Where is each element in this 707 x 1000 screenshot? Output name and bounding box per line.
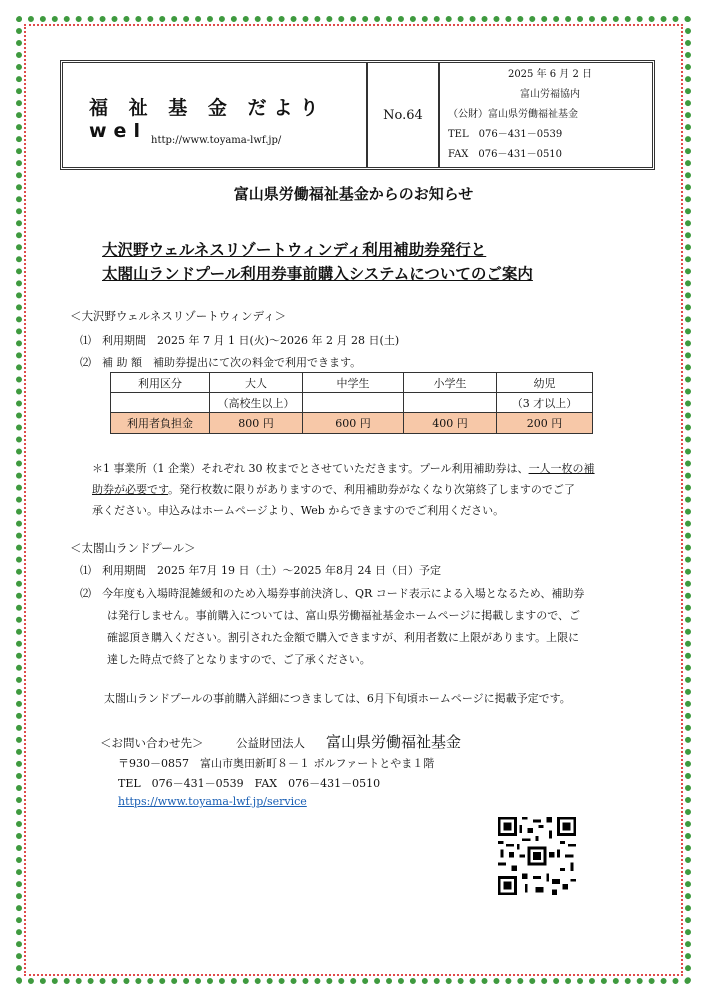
table-cell — [404, 393, 497, 413]
main-title-line1: 大沢野ウェルネスリゾートウィンディ利用補助券発行と — [102, 240, 487, 259]
table-cell: 大人 — [210, 373, 303, 393]
table-cell: 幼児 — [497, 373, 593, 393]
windy-amount: ⑵ 補 助 額 補助券提出にて次の料金で利用できます。 — [80, 356, 362, 369]
table-header-row — [111, 373, 593, 393]
table-header-row — [111, 393, 593, 413]
table-cell — [111, 393, 210, 413]
note-text: ＊1 事業所（1 企業）それぞれ 30 枚までとさせていただきます。プール利用補助券は、 — [92, 462, 529, 475]
windy-heading: ＜大沢野ウェルネスリゾートウィンディ＞ — [70, 309, 287, 323]
masthead-info — [440, 63, 652, 167]
table-cell: 利用区分 — [111, 373, 210, 393]
newsletter-url[interactable]: http://www.toyama-lwf.jp/ — [151, 135, 282, 146]
note-text: 。発行枚数に限りがありますので、利用補助券がなくなり次第終了しますのでご了 — [168, 483, 575, 496]
qr-code-icon[interactable] — [498, 817, 576, 895]
masthead — [60, 60, 655, 170]
issue-date: 2025 年 6 月 2 日 — [507, 69, 593, 80]
table-cell: （高校生以上） — [210, 393, 303, 413]
taikoyama-item2-line1: ⑵ 今年度も入場時混雑緩和のため入場券事前決済し、QR コード表示による入場となるため、補助券 — [80, 587, 585, 600]
issue-number: No.64 — [368, 63, 440, 167]
table-cell: 800 円 — [210, 413, 303, 434]
office-name: 富山労福協内 — [520, 89, 580, 100]
publisher-org: （公財）富山県労働福祉基金 — [448, 109, 578, 120]
newsletter-title: 福 祉 基 金 だよりwel — [89, 97, 326, 142]
taikoyama-period: ⑴ 利用期間 2025 年7月 19 日（土）～2025 年8月 24 日（日）予定 — [80, 564, 441, 577]
contact-phone: TEL 076－431－0539 FAX 076－431－0510 — [118, 777, 381, 790]
taikoyama-item2-line3: 確認頂き購入ください。割引された金額で購入できますが、利用者数に上限があります。上限に — [107, 631, 580, 644]
taikoyama-detail: 太閤山ランドプールの事前購入詳細につきましては、6月下旬頃ホームページに掲載予定です。 — [104, 692, 571, 705]
masthead-title-cell — [63, 63, 368, 167]
contact-org-type: 公益財団法人 — [236, 736, 305, 750]
table-cell: （3 才以上） — [497, 393, 593, 413]
table-cell: 利用者負担金 — [111, 413, 210, 434]
windy-note-line2 — [92, 481, 575, 497]
taikoyama-item2-line4: 達した時点で終了となりますので、ご了承ください。 — [107, 653, 371, 666]
note-underlined: 一人一枚の補 — [528, 462, 595, 475]
windy-note-line3: 承ください。申込みはホームページより、Web からできますのでご利用ください。 — [92, 504, 505, 517]
table-cell: 中学生 — [303, 373, 404, 393]
table-cell: 400 円 — [404, 413, 497, 434]
table-cell: 200 円 — [497, 413, 593, 434]
taikoyama-heading: ＜太閤山ランドプール＞ — [70, 541, 196, 555]
table-cell: 600 円 — [303, 413, 404, 434]
table-cell: 小学生 — [404, 373, 497, 393]
fee-table — [110, 372, 593, 434]
main-title-line2: 太閤山ランドプール利用券事前購入システムについてのご案内 — [102, 264, 533, 283]
notice-heading: 富山県労働福祉基金からのお知らせ — [233, 185, 474, 203]
windy-period: ⑴ 利用期間 2025 年 7 月 1 日(火)～2026 年 2 月 28 日(土) — [80, 334, 400, 347]
contact-url-link[interactable]: https://www.toyama-lwf.jp/service — [118, 795, 307, 808]
contact-label: ＜お問い合わせ先＞ — [100, 736, 204, 750]
publisher-tel: TEL 076－431－0539 — [448, 129, 563, 140]
table-row — [111, 413, 593, 434]
table-cell — [303, 393, 404, 413]
contact-address: 〒930－0857 富山市奥田新町８－１ ボルファートとやま１階 — [118, 757, 435, 770]
publisher-fax: FAX 076－431－0510 — [448, 149, 563, 160]
taikoyama-item2-line2: は発行しません。事前購入については、富山県労働福祉基金ホームページに掲載しますので、ご — [107, 609, 580, 622]
note-underlined: 助券が必要です — [92, 483, 169, 496]
contact-org-name: 富山県労働福祉基金 — [326, 733, 462, 751]
windy-note-line1 — [92, 460, 595, 476]
